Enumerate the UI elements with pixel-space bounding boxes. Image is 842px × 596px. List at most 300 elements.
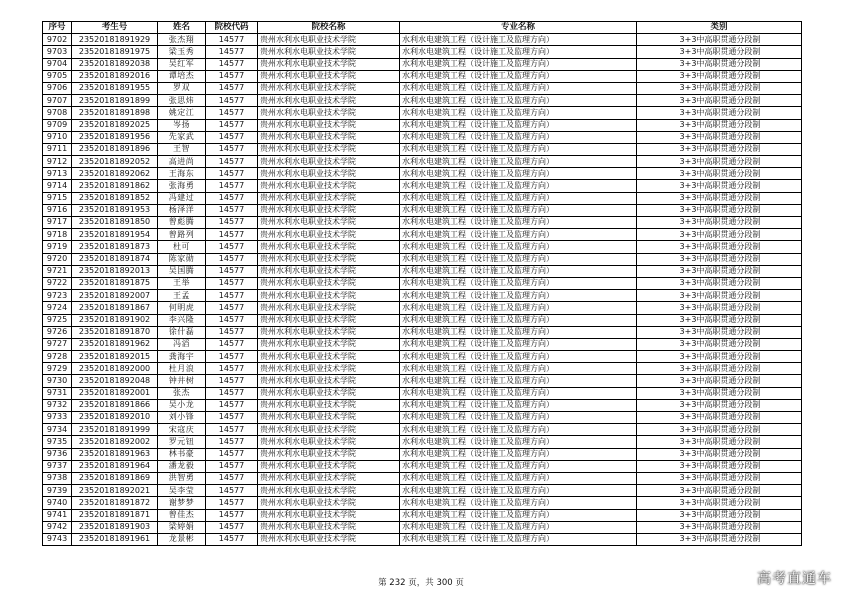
cell-exam-id: 23520181891963	[72, 448, 158, 460]
cell-index: 9711	[43, 143, 72, 155]
table-row	[43, 533, 802, 545]
cell-index: 9743	[43, 533, 72, 545]
cell-index: 9732	[43, 399, 72, 411]
cell-index: 9731	[43, 387, 72, 399]
table-row	[43, 229, 802, 241]
cell-school-code: 14577	[206, 217, 258, 229]
cell-major: 水利水电建筑工程（设计施工及监理方向）	[400, 241, 637, 253]
cell-category: 3+3中高职贯通分段制	[637, 58, 802, 70]
cell-major: 水利水电建筑工程（设计施工及监理方向）	[400, 253, 637, 265]
cell-school-name: 贵州水利水电职业技术学院	[258, 46, 400, 58]
cell-index: 9728	[43, 351, 72, 363]
cell-school-name: 贵州水利水电职业技术学院	[258, 302, 400, 314]
header-school-code: 院校代码	[206, 22, 258, 34]
cell-school-code: 14577	[206, 82, 258, 94]
cell-school-code: 14577	[206, 509, 258, 521]
cell-category: 3+3中高职贯通分段制	[637, 131, 802, 143]
cell-school-name: 贵州水利水电职业技术学院	[258, 241, 400, 253]
cell-school-code: 14577	[206, 192, 258, 204]
cell-name: 宋寇庆	[158, 424, 206, 436]
cell-name: 杜可	[158, 241, 206, 253]
cell-category: 3+3中高职贯通分段制	[637, 46, 802, 58]
cell-name: 吴李莹	[158, 485, 206, 497]
cell-school-name: 贵州水利水电职业技术学院	[258, 314, 400, 326]
cell-major: 水利水电建筑工程（设计施工及监理方向）	[400, 302, 637, 314]
cell-school-name: 贵州水利水电职业技术学院	[258, 58, 400, 70]
cell-school-code: 14577	[206, 70, 258, 82]
cell-major: 水利水电建筑工程（设计施工及监理方向）	[400, 204, 637, 216]
cell-category: 3+3中高职贯通分段制	[637, 399, 802, 411]
cell-exam-id: 23520181891956	[72, 131, 158, 143]
cell-exam-id: 23520181891852	[72, 192, 158, 204]
cell-category: 3+3中高职贯通分段制	[637, 143, 802, 155]
table-row	[43, 277, 802, 289]
cell-exam-id: 23520181892052	[72, 156, 158, 168]
cell-name: 梁婷娟	[158, 521, 206, 533]
cell-name: 曾彪腾	[158, 217, 206, 229]
cell-school-code: 14577	[206, 533, 258, 545]
cell-category: 3+3中高职贯通分段制	[637, 156, 802, 168]
cell-exam-id: 23520181891902	[72, 314, 158, 326]
cell-major: 水利水电建筑工程（设计施工及监理方向）	[400, 131, 637, 143]
table-row	[43, 314, 802, 326]
cell-index: 9735	[43, 436, 72, 448]
cell-index: 9742	[43, 521, 72, 533]
cell-category: 3+3中高职贯通分段制	[637, 509, 802, 521]
table-row	[43, 241, 802, 253]
cell-exam-id: 23520181891898	[72, 107, 158, 119]
cell-school-code: 14577	[206, 46, 258, 58]
cell-major: 水利水电建筑工程（设计施工及监理方向）	[400, 58, 637, 70]
cell-school-code: 14577	[206, 387, 258, 399]
cell-category: 3+3中高职贯通分段制	[637, 485, 802, 497]
cell-major: 水利水电建筑工程（设计施工及监理方向）	[400, 107, 637, 119]
cell-school-name: 贵州水利水电职业技术学院	[258, 424, 400, 436]
cell-school-code: 14577	[206, 351, 258, 363]
cell-index: 9719	[43, 241, 72, 253]
cell-index: 9707	[43, 95, 72, 107]
cell-name: 吴小龙	[158, 399, 206, 411]
cell-category: 3+3中高职贯通分段制	[637, 82, 802, 94]
cell-index: 9717	[43, 217, 72, 229]
cell-school-code: 14577	[206, 399, 258, 411]
cell-index: 9739	[43, 485, 72, 497]
cell-exam-id: 23520181892016	[72, 70, 158, 82]
table-row	[43, 497, 802, 509]
cell-name: 杜月浪	[158, 363, 206, 375]
cell-school-name: 贵州水利水电职业技术学院	[258, 363, 400, 375]
cell-category: 3+3中高职贯通分段制	[637, 70, 802, 82]
cell-index: 9721	[43, 265, 72, 277]
table-row	[43, 351, 802, 363]
cell-school-name: 贵州水利水电职业技术学院	[258, 229, 400, 241]
cell-school-name: 贵州水利水电职业技术学院	[258, 204, 400, 216]
cell-exam-id: 23520181891866	[72, 399, 158, 411]
cell-index: 9703	[43, 46, 72, 58]
cell-index: 9726	[43, 326, 72, 338]
cell-exam-id: 23520181891899	[72, 95, 158, 107]
cell-category: 3+3中高职贯通分段制	[637, 229, 802, 241]
cell-school-name: 贵州水利水电职业技术学院	[258, 533, 400, 545]
cell-major: 水利水电建筑工程（设计施工及监理方向）	[400, 290, 637, 302]
cell-school-code: 14577	[206, 131, 258, 143]
cell-name: 龙景彬	[158, 533, 206, 545]
cell-name: 钟井树	[158, 375, 206, 387]
cell-category: 3+3中高职贯通分段制	[637, 375, 802, 387]
cell-name: 姚定江	[158, 107, 206, 119]
cell-exam-id: 23520181891867	[72, 302, 158, 314]
cell-school-name: 贵州水利水电职业技术学院	[258, 338, 400, 350]
cell-major: 水利水电建筑工程（设计施工及监理方向）	[400, 424, 637, 436]
header-school-name: 院校名称	[258, 22, 400, 34]
cell-category: 3+3中高职贯通分段制	[637, 290, 802, 302]
cell-school-code: 14577	[206, 497, 258, 509]
table-row	[43, 387, 802, 399]
cell-category: 3+3中高职贯通分段制	[637, 436, 802, 448]
cell-school-name: 贵州水利水电职业技术学院	[258, 253, 400, 265]
cell-major: 水利水电建筑工程（设计施工及监理方向）	[400, 509, 637, 521]
cell-school-name: 贵州水利水电职业技术学院	[258, 82, 400, 94]
cell-category: 3+3中高职贯通分段制	[637, 338, 802, 350]
header-exam-id: 考生号	[72, 22, 158, 34]
header-index: 序号	[43, 22, 72, 34]
table-row	[43, 302, 802, 314]
cell-index: 9737	[43, 460, 72, 472]
cell-major: 水利水电建筑工程（设计施工及监理方向）	[400, 387, 637, 399]
cell-exam-id: 23520181892038	[72, 58, 158, 70]
cell-exam-id: 23520181892002	[72, 436, 158, 448]
cell-school-code: 14577	[206, 265, 258, 277]
cell-major: 水利水电建筑工程（设计施工及监理方向）	[400, 265, 637, 277]
cell-school-code: 14577	[206, 168, 258, 180]
table-row	[43, 156, 802, 168]
table-row	[43, 204, 802, 216]
cell-major: 水利水电建筑工程（设计施工及监理方向）	[400, 521, 637, 533]
cell-exam-id: 23520181891896	[72, 143, 158, 155]
cell-category: 3+3中高职贯通分段制	[637, 363, 802, 375]
cell-category: 3+3中高职贯通分段制	[637, 95, 802, 107]
cell-index: 9723	[43, 290, 72, 302]
cell-major: 水利水电建筑工程（设计施工及监理方向）	[400, 363, 637, 375]
cell-school-name: 贵州水利水电职业技术学院	[258, 460, 400, 472]
cell-category: 3+3中高职贯通分段制	[637, 533, 802, 545]
cell-name: 张思炜	[158, 95, 206, 107]
cell-major: 水利水电建筑工程（设计施工及监理方向）	[400, 277, 637, 289]
cell-index: 9710	[43, 131, 72, 143]
cell-school-code: 14577	[206, 412, 258, 424]
cell-school-name: 贵州水利水电职业技术学院	[258, 107, 400, 119]
table-row	[43, 485, 802, 497]
cell-name: 王智	[158, 143, 206, 155]
cell-school-name: 贵州水利水电职业技术学院	[258, 34, 400, 46]
cell-major: 水利水电建筑工程（设计施工及监理方向）	[400, 412, 637, 424]
cell-major: 水利水电建筑工程（设计施工及监理方向）	[400, 34, 637, 46]
cell-exam-id: 23520181891873	[72, 241, 158, 253]
cell-school-code: 14577	[206, 34, 258, 46]
cell-exam-id: 23520181892021	[72, 485, 158, 497]
cell-school-name: 贵州水利水电职业技术学院	[258, 497, 400, 509]
table-row	[43, 192, 802, 204]
table-row	[43, 436, 802, 448]
cell-category: 3+3中高职贯通分段制	[637, 497, 802, 509]
table-row	[43, 253, 802, 265]
cell-school-name: 贵州水利水电职业技术学院	[258, 119, 400, 131]
table-row	[43, 338, 802, 350]
cell-school-code: 14577	[206, 375, 258, 387]
cell-category: 3+3中高职贯通分段制	[637, 253, 802, 265]
table-header-row	[43, 22, 802, 34]
cell-school-name: 贵州水利水电职业技术学院	[258, 436, 400, 448]
corner-watermark-logo: 高考直通车	[757, 571, 832, 587]
cell-school-code: 14577	[206, 448, 258, 460]
table-row	[43, 460, 802, 472]
cell-school-name: 贵州水利水电职业技术学院	[258, 217, 400, 229]
cell-name: 吴红军	[158, 58, 206, 70]
cell-category: 3+3中高职贯通分段制	[637, 424, 802, 436]
cell-major: 水利水电建筑工程（设计施工及监理方向）	[400, 229, 637, 241]
cell-name: 梁玉秀	[158, 46, 206, 58]
cell-major: 水利水电建筑工程（设计施工及监理方向）	[400, 338, 637, 350]
cell-school-name: 贵州水利水电职业技术学院	[258, 509, 400, 521]
cell-name: 王海东	[158, 168, 206, 180]
table-row	[43, 375, 802, 387]
cell-exam-id: 23520181892013	[72, 265, 158, 277]
cell-school-name: 贵州水利水电职业技术学院	[258, 180, 400, 192]
cell-name: 曾路列	[158, 229, 206, 241]
cell-category: 3+3中高职贯通分段制	[637, 472, 802, 484]
cell-school-code: 14577	[206, 521, 258, 533]
table-row	[43, 217, 802, 229]
cell-major: 水利水电建筑工程（设计施工及监理方向）	[400, 399, 637, 411]
cell-school-name: 贵州水利水电职业技术学院	[258, 521, 400, 533]
cell-major: 水利水电建筑工程（设计施工及监理方向）	[400, 95, 637, 107]
cell-exam-id: 23520181892000	[72, 363, 158, 375]
table-row	[43, 82, 802, 94]
cell-index: 9727	[43, 338, 72, 350]
cell-school-code: 14577	[206, 229, 258, 241]
cell-category: 3+3中高职贯通分段制	[637, 387, 802, 399]
cell-category: 3+3中高职贯通分段制	[637, 192, 802, 204]
cell-school-code: 14577	[206, 472, 258, 484]
cell-exam-id: 23520181891862	[72, 180, 158, 192]
table-row	[43, 46, 802, 58]
cell-name: 林书豪	[158, 448, 206, 460]
cell-school-code: 14577	[206, 424, 258, 436]
cell-major: 水利水电建筑工程（设计施工及监理方向）	[400, 497, 637, 509]
table-row	[43, 472, 802, 484]
cell-category: 3+3中高职贯通分段制	[637, 119, 802, 131]
cell-category: 3+3中高职贯通分段制	[637, 180, 802, 192]
cell-school-name: 贵州水利水电职业技术学院	[258, 277, 400, 289]
cell-school-code: 14577	[206, 95, 258, 107]
cell-school-name: 贵州水利水电职业技术学院	[258, 156, 400, 168]
cell-school-code: 14577	[206, 204, 258, 216]
table-row	[43, 326, 802, 338]
cell-index: 9716	[43, 204, 72, 216]
cell-major: 水利水电建筑工程（设计施工及监理方向）	[400, 326, 637, 338]
cell-major: 水利水电建筑工程（设计施工及监理方向）	[400, 485, 637, 497]
cell-index: 9730	[43, 375, 72, 387]
cell-school-code: 14577	[206, 119, 258, 131]
cell-exam-id: 23520181892001	[72, 387, 158, 399]
cell-name: 岑扬	[158, 119, 206, 131]
cell-exam-id: 23520181892062	[72, 168, 158, 180]
table-row	[43, 509, 802, 521]
cell-major: 水利水电建筑工程（设计施工及监理方向）	[400, 533, 637, 545]
table-row	[43, 290, 802, 302]
table-row	[43, 448, 802, 460]
cell-category: 3+3中高职贯通分段制	[637, 412, 802, 424]
cell-major: 水利水电建筑工程（设计施工及监理方向）	[400, 314, 637, 326]
cell-school-code: 14577	[206, 302, 258, 314]
table-row	[43, 131, 802, 143]
cell-index: 9733	[43, 412, 72, 424]
table-row	[43, 95, 802, 107]
cell-name: 罗双	[158, 82, 206, 94]
cell-school-name: 贵州水利水电职业技术学院	[258, 192, 400, 204]
table-row	[43, 180, 802, 192]
cell-name: 徐什磊	[158, 326, 206, 338]
cell-major: 水利水电建筑工程（设计施工及监理方向）	[400, 436, 637, 448]
cell-name: 先家武	[158, 131, 206, 143]
table-row	[43, 143, 802, 155]
table-row	[43, 107, 802, 119]
cell-index: 9722	[43, 277, 72, 289]
cell-name: 张海勇	[158, 180, 206, 192]
cell-index: 9712	[43, 156, 72, 168]
cell-school-name: 贵州水利水电职业技术学院	[258, 290, 400, 302]
cell-name: 杨泽洋	[158, 204, 206, 216]
cell-school-code: 14577	[206, 277, 258, 289]
cell-index: 9706	[43, 82, 72, 94]
cell-school-code: 14577	[206, 460, 258, 472]
cell-major: 水利水电建筑工程（设计施工及监理方向）	[400, 156, 637, 168]
cell-school-code: 14577	[206, 290, 258, 302]
cell-name: 何明虎	[158, 302, 206, 314]
cell-major: 水利水电建筑工程（设计施工及监理方向）	[400, 351, 637, 363]
cell-exam-id: 23520181891955	[72, 82, 158, 94]
cell-exam-id: 23520181891975	[72, 46, 158, 58]
cell-school-code: 14577	[206, 485, 258, 497]
cell-major: 水利水电建筑工程（设计施工及监理方向）	[400, 46, 637, 58]
cell-school-code: 14577	[206, 326, 258, 338]
cell-exam-id: 23520181892048	[72, 375, 158, 387]
header-name: 姓名	[158, 22, 206, 34]
cell-name: 王举	[158, 277, 206, 289]
cell-exam-id: 23520181891962	[72, 338, 158, 350]
cell-school-name: 贵州水利水电职业技术学院	[258, 387, 400, 399]
cell-exam-id: 23520181891954	[72, 229, 158, 241]
cell-index: 9718	[43, 229, 72, 241]
cell-index: 9736	[43, 448, 72, 460]
cell-index: 9714	[43, 180, 72, 192]
cell-school-name: 贵州水利水电职业技术学院	[258, 485, 400, 497]
cell-category: 3+3中高职贯通分段制	[637, 521, 802, 533]
cell-index: 9729	[43, 363, 72, 375]
cell-name: 王孟	[158, 290, 206, 302]
cell-index: 9725	[43, 314, 72, 326]
cell-index: 9734	[43, 424, 72, 436]
cell-school-name: 贵州水利水电职业技术学院	[258, 168, 400, 180]
cell-name: 吴国腾	[158, 265, 206, 277]
cell-school-name: 贵州水利水电职业技术学院	[258, 95, 400, 107]
table-row	[43, 70, 802, 82]
cell-major: 水利水电建筑工程（设计施工及监理方向）	[400, 217, 637, 229]
cell-index: 9741	[43, 509, 72, 521]
cell-school-name: 贵州水利水电职业技术学院	[258, 143, 400, 155]
cell-index: 9704	[43, 58, 72, 70]
cell-category: 3+3中高职贯通分段制	[637, 107, 802, 119]
table-row	[43, 168, 802, 180]
cell-category: 3+3中高职贯通分段制	[637, 204, 802, 216]
table-row	[43, 119, 802, 131]
cell-index: 9708	[43, 107, 72, 119]
cell-exam-id: 23520181892025	[72, 119, 158, 131]
cell-major: 水利水电建筑工程（设计施工及监理方向）	[400, 168, 637, 180]
cell-major: 水利水电建筑工程（设计施工及监理方向）	[400, 192, 637, 204]
cell-name: 谢梦梦	[158, 497, 206, 509]
cell-index: 9705	[43, 70, 72, 82]
cell-category: 3+3中高职贯通分段制	[637, 448, 802, 460]
cell-exam-id: 23520181891875	[72, 277, 158, 289]
cell-category: 3+3中高职贯通分段制	[637, 34, 802, 46]
cell-index: 9713	[43, 168, 72, 180]
cell-school-code: 14577	[206, 143, 258, 155]
cell-school-name: 贵州水利水电职业技术学院	[258, 375, 400, 387]
cell-school-code: 14577	[206, 436, 258, 448]
cell-category: 3+3中高职贯通分段制	[637, 265, 802, 277]
cell-school-code: 14577	[206, 241, 258, 253]
cell-exam-id: 23520181892010	[72, 412, 158, 424]
cell-major: 水利水电建筑工程（设计施工及监理方向）	[400, 70, 637, 82]
cell-school-code: 14577	[206, 58, 258, 70]
cell-major: 水利水电建筑工程（设计施工及监理方向）	[400, 375, 637, 387]
cell-name: 洪智勇	[158, 472, 206, 484]
cell-exam-id: 23520181891870	[72, 326, 158, 338]
cell-school-name: 贵州水利水电职业技术学院	[258, 351, 400, 363]
cell-category: 3+3中高职贯通分段制	[637, 314, 802, 326]
cell-school-name: 贵州水利水电职业技术学院	[258, 399, 400, 411]
cell-name: 谭培杰	[158, 70, 206, 82]
cell-name: 龚海宇	[158, 351, 206, 363]
cell-school-name: 贵州水利水电职业技术学院	[258, 448, 400, 460]
table-row	[43, 265, 802, 277]
cell-exam-id: 23520181891874	[72, 253, 158, 265]
cell-exam-id: 23520181891953	[72, 204, 158, 216]
cell-index: 9715	[43, 192, 72, 204]
cell-school-code: 14577	[206, 314, 258, 326]
table-row	[43, 399, 802, 411]
table-row	[43, 521, 802, 533]
page-number: 第 232 页，共 300 页	[378, 578, 464, 588]
cell-exam-id: 23520181891929	[72, 34, 158, 46]
cell-name: 刘小锋	[158, 412, 206, 424]
cell-index: 9724	[43, 302, 72, 314]
cell-exam-id: 23520181891871	[72, 509, 158, 521]
cell-exam-id: 23520181891869	[72, 472, 158, 484]
header-major: 专业名称	[400, 22, 637, 34]
cell-major: 水利水电建筑工程（设计施工及监理方向）	[400, 119, 637, 131]
cell-exam-id: 23520181891850	[72, 217, 158, 229]
cell-school-code: 14577	[206, 180, 258, 192]
cell-name: 冯建过	[158, 192, 206, 204]
cell-school-name: 贵州水利水电职业技术学院	[258, 70, 400, 82]
table-row	[43, 424, 802, 436]
cell-school-code: 14577	[206, 253, 258, 265]
cell-school-name: 贵州水利水电职业技术学院	[258, 412, 400, 424]
cell-exam-id: 23520181891999	[72, 424, 158, 436]
table-row	[43, 34, 802, 46]
